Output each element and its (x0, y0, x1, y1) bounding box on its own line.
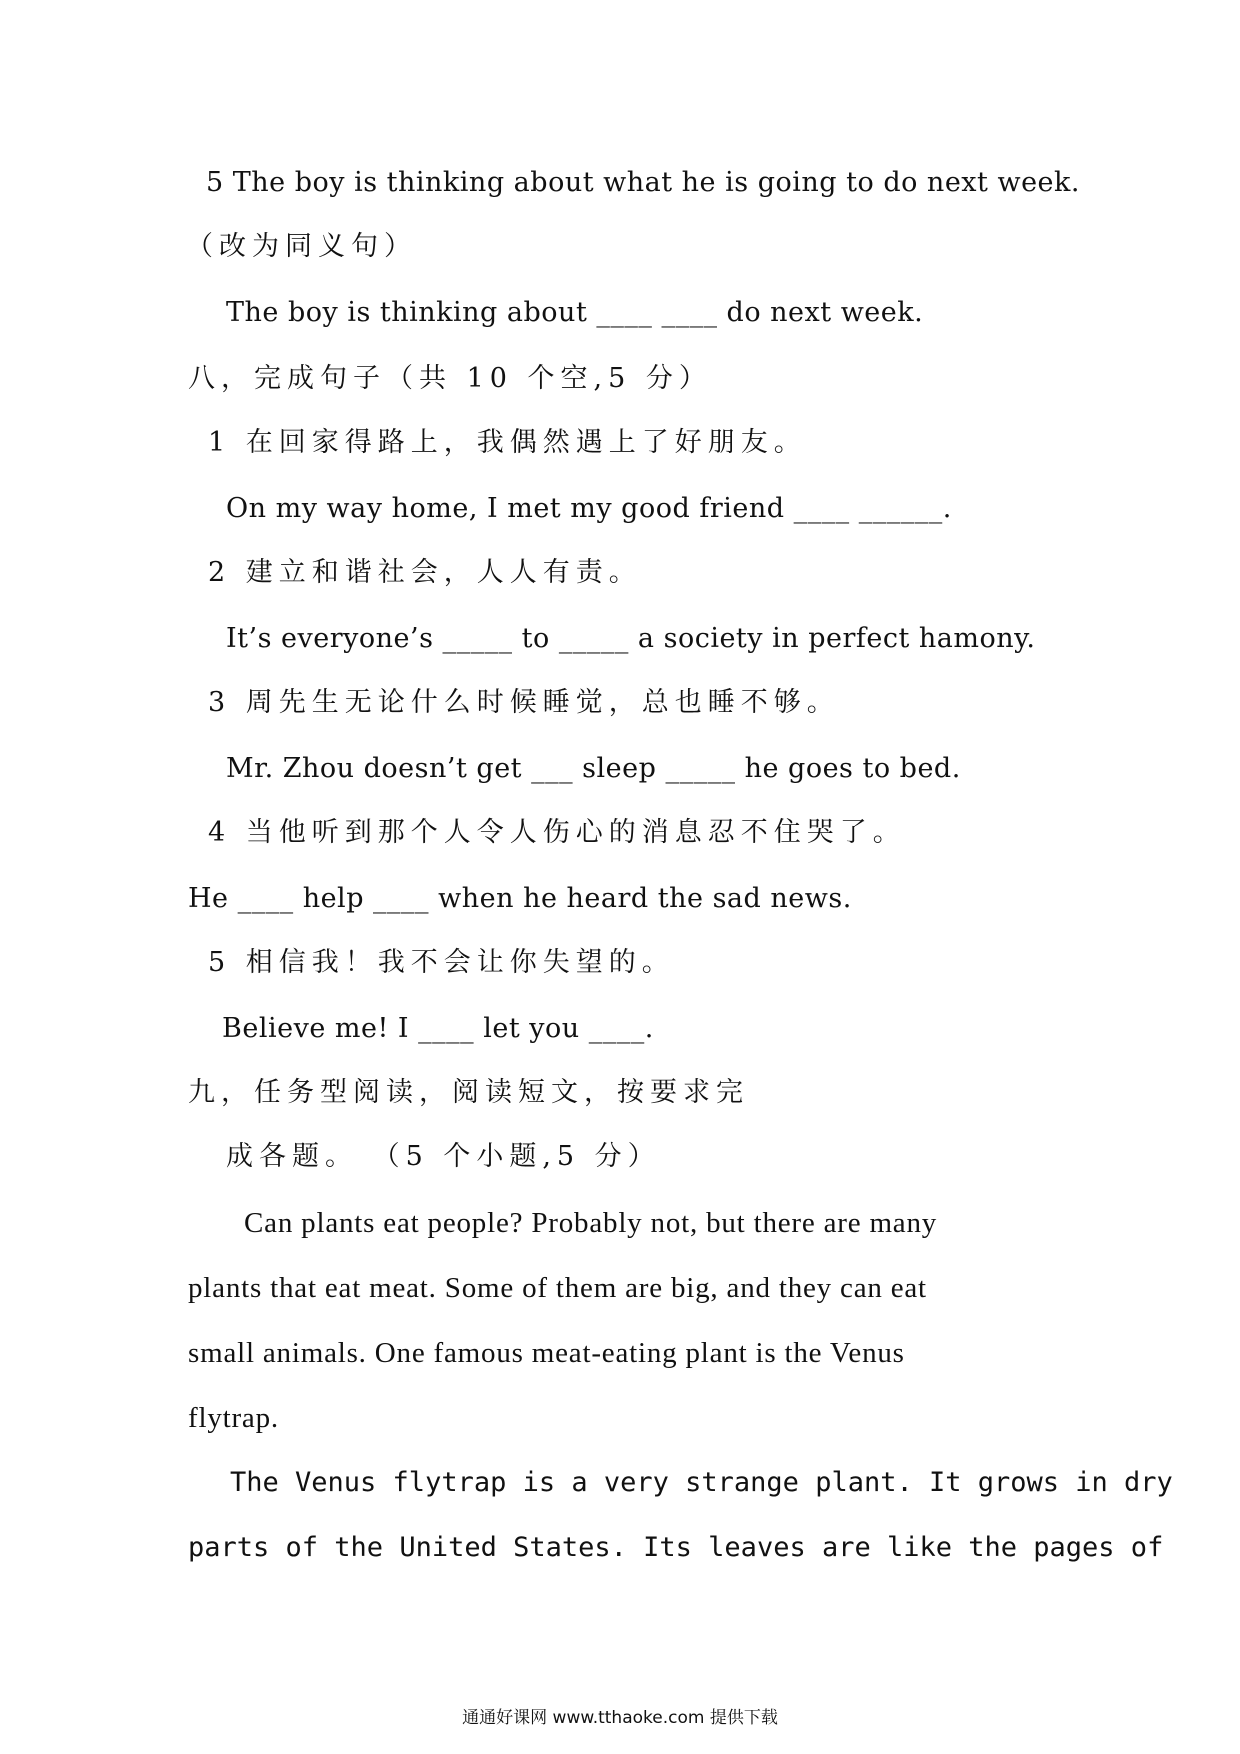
exercise-5-instruction: （改为同义句） (186, 231, 417, 262)
exercise-5-answer-line: The boy is thinking about ____ ____ do next week. (226, 297, 924, 328)
section-8-heading: 八，完成句子（共 10 个空,5 分） (188, 363, 712, 394)
section-8-item-2-english: It’s everyone’s _____ to _____ a society in perfect hamony. (226, 623, 1036, 654)
section-8-item-2-chinese: 2 建立和谐社会，人人有责。 (208, 557, 642, 588)
section-8-item-4-chinese: 4 当他听到那个人令人伤心的消息忍不住哭了。 (208, 817, 906, 848)
section-9-heading-continued: 成各题。 （5 个小题,5 分） (226, 1141, 661, 1172)
section-8-item-3-english: Mr. Zhou doesn’t get ___ sleep _____ he goes to bed. (226, 753, 961, 784)
reading-paragraph-1-line-1: Can plants eat people? Probably not, but there are many (244, 1207, 938, 1239)
section-8-item-4-english: He ____ help ____ when he heard the sad news. (188, 883, 852, 914)
reading-paragraph-1-line-4: flytrap. (188, 1402, 279, 1434)
reading-paragraph-2-line-2: parts of the United States. Its leaves are like the pages of (188, 1532, 1164, 1563)
reading-paragraph-2-line-1: The Venus flytrap is a very strange plant. It grows in dry (230, 1467, 1173, 1498)
section-8-item-5-english: Believe me! I ____ let you ____. (222, 1013, 654, 1044)
page-footer: 通通好课网 www.tthaoke.com 提供下载 (462, 1708, 778, 1728)
reading-paragraph-1-line-3: small animals. One famous meat-eating plant is the Venus (188, 1337, 905, 1369)
section-8-item-1-english: On my way home, I met my good friend ____ ______. (226, 493, 952, 524)
section-8-item-3-chinese: 3 周先生无论什么时候睡觉，总也睡不够。 (208, 687, 840, 718)
section-9-heading: 九，任务型阅读，阅读短文，按要求完 (188, 1077, 749, 1108)
reading-paragraph-1-line-2: plants that eat meat. Some of them are big, and they can eat (188, 1272, 927, 1304)
section-8-item-1-chinese: 1 在回家得路上，我偶然遇上了好朋友。 (208, 427, 807, 458)
section-8-item-5-chinese: 5 相信我！我不会让你失望的。 (208, 947, 675, 978)
exercise-5-sentence: 5 The boy is thinking about what he is going to do next week. (206, 167, 1080, 198)
